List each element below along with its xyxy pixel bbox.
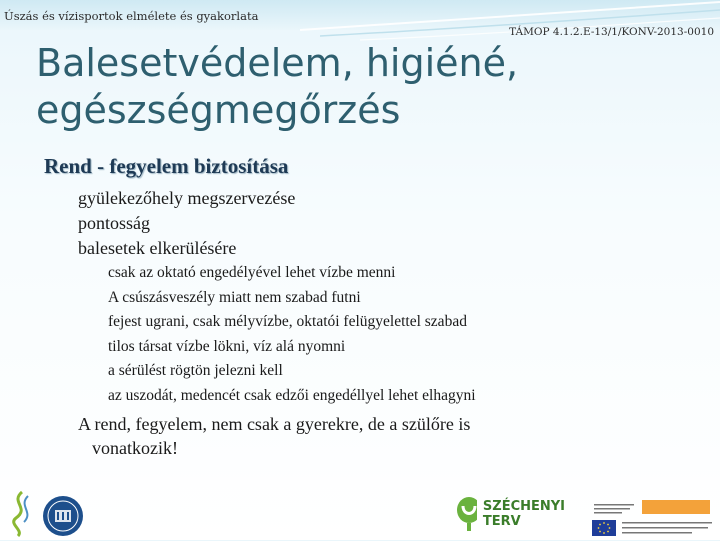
closing-text-line2: vonatkozik!	[92, 438, 178, 458]
closing-text-line1: A rend, fegyelem, nem csak a gyerekre, de a szülőre is	[78, 414, 471, 434]
sub-bullet-text: tilos társat vízbe lökni, víz alá nyomni	[108, 337, 346, 355]
eu-banner	[642, 500, 710, 514]
sub-bullet-item	[76, 335, 696, 360]
slide-title: Balesetvédelem, higiéné, egészségmegőrzés	[36, 41, 519, 132]
szechenyi-label: SZÉCHENYI TERV	[482, 499, 566, 529]
swirl-logo-icon	[4, 488, 38, 538]
bullet-item	[76, 186, 696, 211]
sub-bullet-text: csak az oktató engedélyével lehet vízbe menni	[108, 264, 396, 281]
bullet-text: balesetek elkerülésére	[78, 238, 237, 258]
sub-bullet-item	[76, 359, 696, 384]
sub-bullet-text: a sérülést rögtön jelezni kell	[108, 362, 283, 379]
szechenyi-logo-icon	[454, 496, 477, 532]
sub-bullet-item	[76, 261, 696, 286]
eu-funding-logos	[590, 500, 718, 538]
sub-bullet-text: A csúszásveszély miatt nem szabad futni	[108, 288, 361, 306]
sub-bullet-text: fejest ugrani, csak mélyvízbe, oktatói felügyelettel szabad	[108, 313, 467, 330]
bullet-text: pontosság	[78, 213, 150, 233]
course-name: Úszás és vízisportok elmélete és gyakorlata	[4, 9, 259, 23]
project-code: TÁMOP 4.1.2.E-13/1/KONV-2013-0010	[509, 26, 714, 38]
eu-fineprint-decoration	[592, 502, 638, 516]
bullet-item	[76, 236, 696, 261]
sub-bullet-item	[76, 384, 696, 409]
bullet-item	[76, 211, 696, 236]
slide-subtitle: Rend - fegyelem biztosítása	[44, 154, 289, 178]
eu-fineprint-decoration	[620, 520, 716, 536]
sub-bullet-item	[76, 286, 696, 311]
bullet-text: gyülekezőhely megszervezése	[78, 188, 296, 208]
szechenyi-logo	[454, 494, 578, 534]
sub-bullet-text: az uszodát, medencét csak edzői engedéllyel lehet elhagyni	[108, 386, 476, 404]
eu-flag-icon	[592, 520, 616, 536]
slide-content	[76, 186, 696, 460]
closing-statement	[76, 412, 696, 460]
university-seal-icon	[41, 494, 85, 538]
sub-bullet-item	[76, 310, 696, 335]
